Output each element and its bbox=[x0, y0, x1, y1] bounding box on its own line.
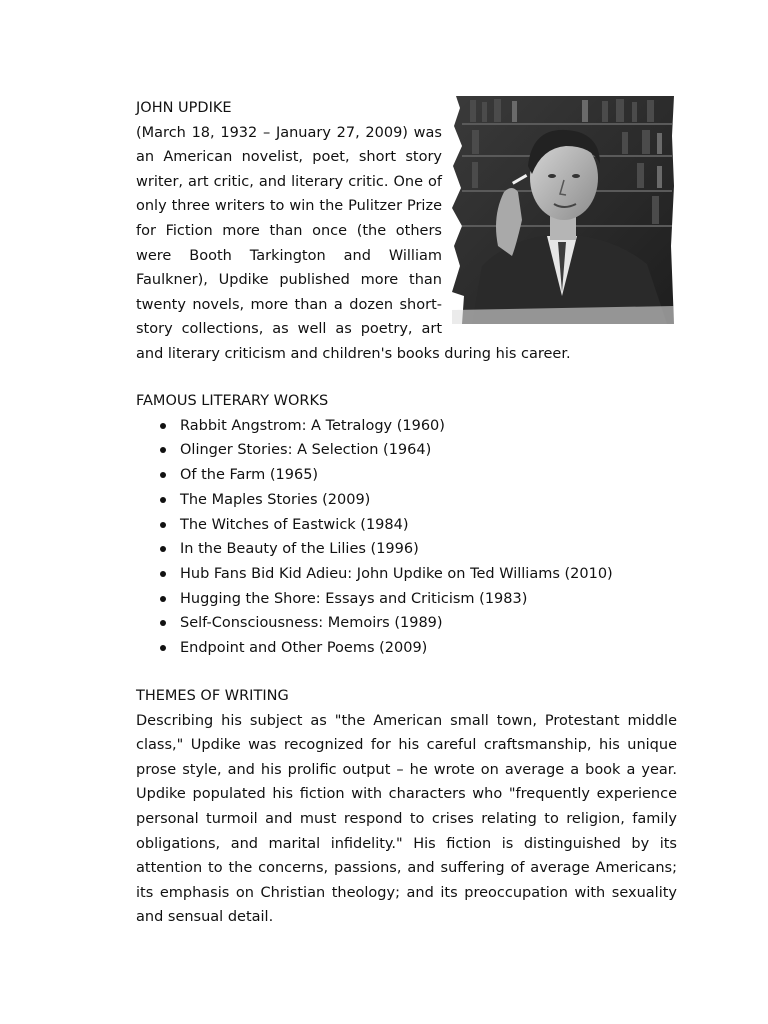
bullet-icon bbox=[160, 620, 166, 626]
work-title: Endpoint and Other Poems (2009) bbox=[180, 640, 428, 657]
list-item bbox=[136, 636, 674, 661]
list-item bbox=[136, 463, 674, 488]
bullet-icon bbox=[160, 447, 166, 453]
bullet-icon bbox=[160, 472, 166, 478]
works-section bbox=[136, 389, 674, 661]
author-photo-graphic bbox=[452, 96, 674, 324]
bio-paragraph: (March 18, 1932 – January 27, 2009) was an American novelist, poet, short story writer, art critic, and literary critic. One of only three writers to win the Pulitzer Prize for Fiction more than once (the others were Booth Tarkington and William Faulkner), Updike published more than twenty novels, more than a dozen short-story collections, as well as poetry, art and literary criticism and children's books during his career. bbox=[136, 124, 571, 362]
themes-section bbox=[136, 684, 677, 930]
bullet-icon bbox=[160, 497, 166, 503]
themes-paragraph: Describing his subject as "the American small town, Protestant middle class," Updike was recognized for his careful craftsmanship, his unique prose style, and his prolific output – he wrote on average a book a year. Updike populated his fiction with characters who "frequently experience personal turmoil and must respond to crises relating to religion, family obligations, and marital infidelity." His fiction is distinguished by its attention to the concerns, passions, and suffering of average Americans; its emphasis on Christian theology; and its preoccupation with sexuality and sensual detail. bbox=[136, 712, 677, 926]
bullet-icon bbox=[160, 645, 166, 651]
bullet-icon bbox=[160, 571, 166, 577]
work-title: Olinger Stories: A Selection (1964) bbox=[180, 442, 432, 459]
author-photo bbox=[452, 96, 674, 324]
list-item bbox=[136, 488, 674, 513]
work-title: Hugging the Shore: Essays and Criticism (1983) bbox=[180, 590, 528, 607]
bullet-icon bbox=[160, 423, 166, 429]
work-title: Rabbit Angstrom: A Tetralogy (1960) bbox=[180, 417, 445, 434]
bullet-icon bbox=[160, 522, 166, 528]
work-title: In the Beauty of the Lilies (1996) bbox=[180, 541, 419, 558]
work-title: The Maples Stories (2009) bbox=[180, 491, 371, 508]
bio-section bbox=[136, 96, 674, 367]
work-title: Self-Consciousness: Memoirs (1989) bbox=[180, 615, 443, 632]
list-item bbox=[136, 611, 674, 636]
list-item bbox=[136, 414, 674, 439]
work-title: The Witches of Eastwick (1984) bbox=[180, 516, 409, 533]
works-heading: FAMOUS LITERARY WORKS bbox=[136, 393, 329, 409]
bullet-icon bbox=[160, 596, 166, 602]
work-title: Of the Farm (1965) bbox=[180, 467, 319, 484]
list-item bbox=[136, 438, 674, 463]
list-item bbox=[136, 513, 674, 538]
bio-heading: JOHN UPDIKE bbox=[136, 100, 232, 116]
list-item bbox=[136, 587, 674, 612]
list-item bbox=[136, 562, 674, 587]
themes-heading: THEMES OF WRITING bbox=[136, 688, 289, 704]
work-title: Hub Fans Bid Kid Adieu: John Updike on Ted Williams (2010) bbox=[180, 565, 613, 582]
works-list bbox=[136, 414, 674, 661]
bullet-icon bbox=[160, 546, 166, 552]
list-item bbox=[136, 537, 674, 562]
